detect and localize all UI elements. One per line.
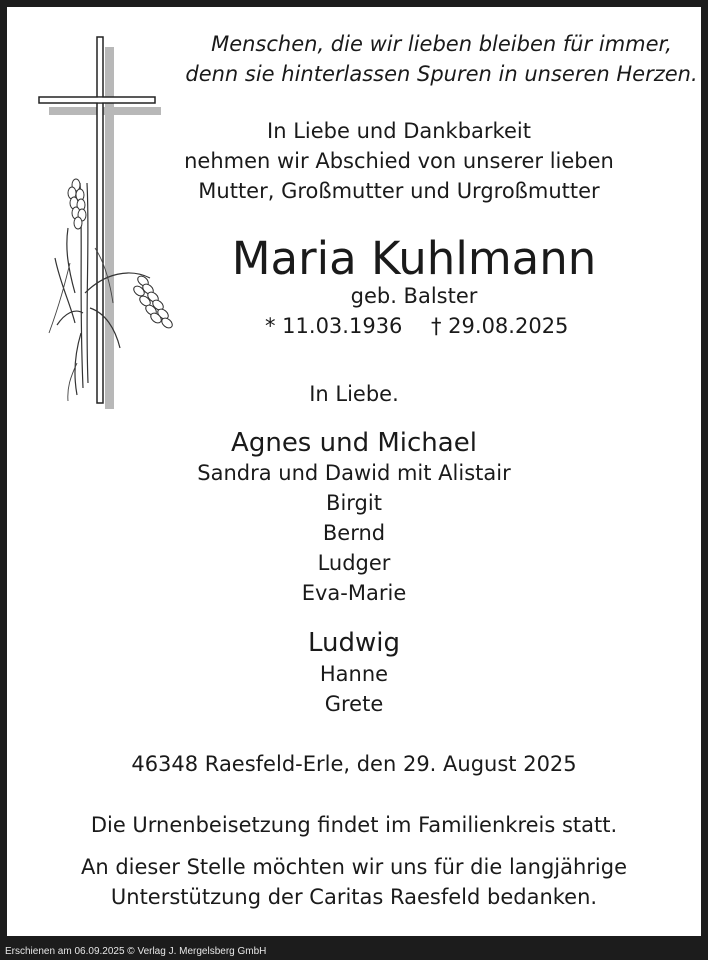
- family-heading-2: Ludwig: [307, 628, 400, 658]
- thanks-line-1: An dieser Stelle möchten wir uns für die langjährige: [80, 855, 628, 879]
- intro-line-2: nehmen wir Abschied von unserer lieben: [184, 149, 614, 173]
- death-date: † 29.08.2025: [431, 314, 569, 338]
- family-member: Eva-Marie: [301, 581, 407, 605]
- family-member: Birgit: [326, 491, 382, 515]
- family-member: Ludger: [317, 551, 391, 575]
- motto-line-2: denn sie hinterlassen Spuren in unseren Herzen.: [185, 62, 698, 86]
- maiden-name: geb. Balster: [350, 284, 478, 308]
- family-member: Sandra und Dawid mit Alistair: [197, 461, 511, 485]
- family-member: Hanne: [319, 662, 389, 686]
- family-heading-1: Agnes und Michael: [231, 428, 477, 458]
- obituary-notice: [7, 7, 701, 936]
- motto-line-1: Menschen, die wir lieben bleiben für immer,: [211, 32, 672, 56]
- place-and-date: 46348 Raesfeld-Erle, den 29. August 2025: [131, 752, 577, 776]
- family-member: Bernd: [322, 521, 386, 545]
- deceased-name: Maria Kuhlmann: [231, 232, 597, 285]
- intro-line-1: In Liebe und Dankbarkeit: [267, 119, 531, 143]
- intro-line-3: Mutter, Großmutter und Urgroßmutter: [198, 179, 600, 203]
- in-love-text: In Liebe.: [309, 382, 399, 406]
- funeral-note: Die Urnenbeisetzung findet im Familienkreis statt.: [90, 813, 618, 837]
- cross-with-wheat-icon: [35, 33, 185, 413]
- thanks-line-2: Unterstützung der Caritas Raesfeld bedanken.: [110, 885, 598, 909]
- publication-credit: Erschienen am 06.09.2025 © Verlag J. Mergelsberg GmbH: [5, 946, 267, 957]
- birth-date: * 11.03.1936: [265, 314, 403, 338]
- family-member: Grete: [324, 692, 384, 716]
